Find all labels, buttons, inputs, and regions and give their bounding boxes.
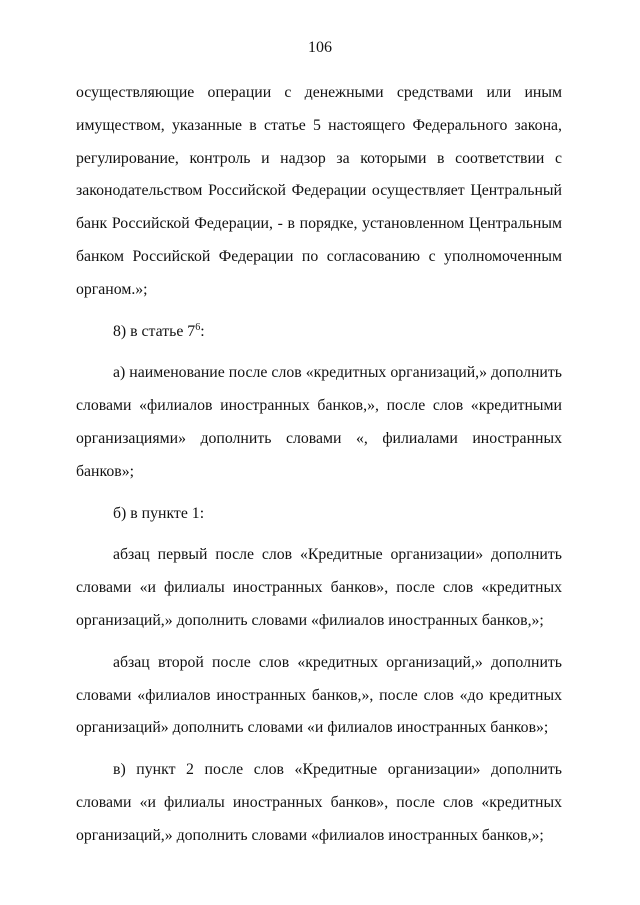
paragraph-subitem-a: а) наименование после слов «кредитных организаций,» дополнить словами «филиалов иностранных банков,», после слов «кредитными организациями» дополнить словами «, филиалами иностранных банков»; bbox=[76, 364, 562, 480]
paragraph-abzac-second: абзац второй после слов «кредитных организаций,» дополнить словами «филиалов иностранных банков,», после слов «до кредитных организаций» дополнить словами «и филиалов иностранных банков»; bbox=[76, 653, 562, 737]
paragraph-subitem-v: в) пункт 2 после слов «Кредитные организации» дополнить словами «и филиалы иностранных банков», после слов «кредитных организаций,» дополнить словами «филиалов иностранных банков,»; bbox=[76, 761, 562, 844]
paragraph-abzac-first: абзац первый после слов «Кредитные организации» дополнить словами «и филиалы иностранных банков», после слов «кредитных организаций,» дополнить словами «филиалов иностранных банков,»; bbox=[76, 546, 562, 629]
item-8-colon: : bbox=[200, 322, 205, 340]
page-number: 106 bbox=[308, 39, 332, 56]
paragraph-continuation: осуществляющие операции с денежными средствами или иным имуществом, указанные в статье 5 настоящего Федерального закона, регулирование, контроль и надзор за которыми в соответствии с законодательством Российской Федерации осуществляет Центральный банк Российской Федерации, - в порядке, установленном Центральным банком Российской Федерации по согласованию с уполномоченным органом.»; bbox=[76, 84, 562, 298]
article-superscript: 6 bbox=[195, 321, 201, 333]
item-8-text: 8) в статье 7 bbox=[113, 322, 196, 340]
paragraph-item-8 bbox=[76, 316, 562, 349]
document-body bbox=[76, 77, 562, 862]
paragraph-subitem-b: б) в пункте 1: bbox=[113, 504, 205, 522]
